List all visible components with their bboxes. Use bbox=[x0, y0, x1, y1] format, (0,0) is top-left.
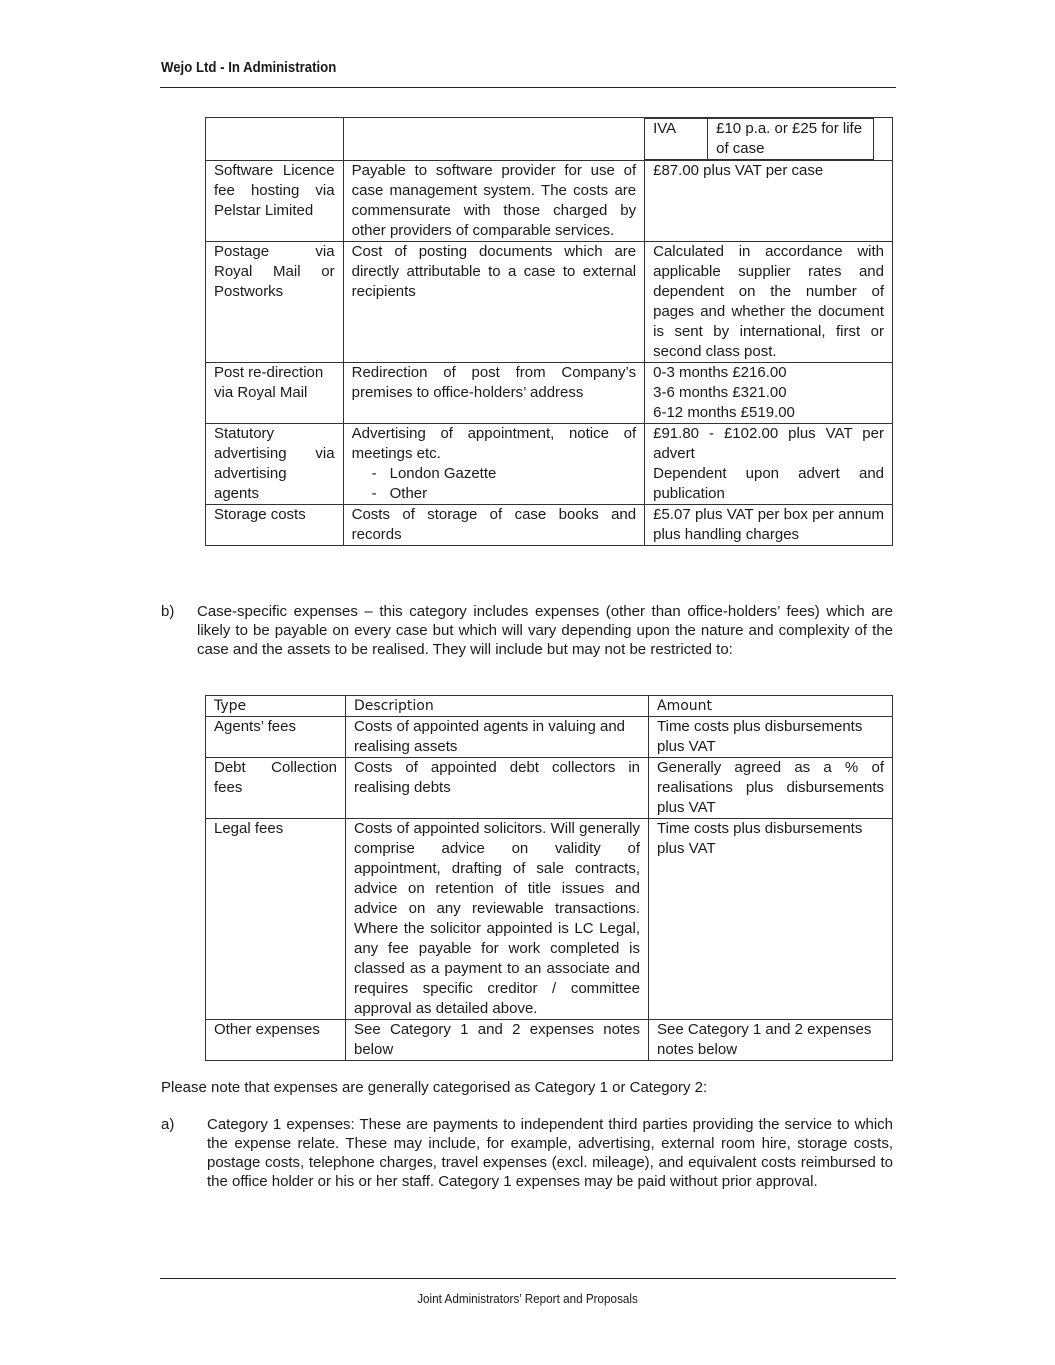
row-description: See Category 1 and 2 expenses notes below bbox=[346, 1020, 649, 1061]
table-row bbox=[206, 424, 893, 505]
document-footer: Joint Administrators’ Report and Proposals bbox=[417, 1291, 638, 1306]
header-type: Type bbox=[206, 696, 346, 717]
table-row bbox=[206, 161, 893, 242]
table-row bbox=[206, 717, 893, 758]
table-row bbox=[206, 1020, 893, 1061]
table-row bbox=[206, 505, 893, 546]
row-amount bbox=[645, 424, 893, 505]
table-row bbox=[206, 242, 893, 363]
row-type: Statutory advertising via advertising agents bbox=[206, 424, 344, 505]
table-cell-empty bbox=[343, 118, 645, 161]
row-type: Agents’ fees bbox=[206, 717, 346, 758]
section-a-label: a) bbox=[161, 1116, 175, 1133]
row-amount: Generally agreed as a % of realisations plus disbursements plus VAT bbox=[649, 758, 893, 819]
iva-label: IVA bbox=[645, 119, 708, 160]
row-amount bbox=[645, 363, 893, 424]
amount-line: £91.80 - £102.00 plus VAT per advert bbox=[653, 425, 884, 462]
category-note-text: Please note that expenses are generally categorised as Category 1 or Category 2: bbox=[161, 1079, 708, 1096]
category-note bbox=[161, 1078, 893, 1097]
section-b-text: Case-specific expenses – this category includes expenses (other than office-holders’ fees) which are likely to be payable on every case but which will vary depending upon the nature and complexity of the case and the assets to be realised. They will include but may not be restricted to: bbox=[197, 603, 893, 658]
row-type: Legal fees bbox=[206, 819, 346, 1020]
expenses-table-continued bbox=[205, 117, 893, 546]
row-amount: Calculated in accordance with applicable supplier rates and dependent on the number of pages and whether the document is sent by international, first or second class post. bbox=[645, 242, 893, 363]
row-description: Redirection of post from Company’s premises to office-holders’ address bbox=[343, 363, 645, 424]
row-amount: Time costs plus disbursements plus VAT bbox=[649, 819, 893, 1020]
header-description: Description bbox=[346, 696, 649, 717]
row-amount: Time costs plus disbursements plus VAT bbox=[649, 717, 893, 758]
section-b-paragraph bbox=[161, 602, 893, 659]
row-type: Debt Collection fees bbox=[206, 758, 346, 819]
row-description: Costs of appointed debt collectors in realising debts bbox=[346, 758, 649, 819]
amount-line: 0-3 months £216.00 bbox=[653, 364, 787, 381]
amount-line: 6-12 months £519.00 bbox=[653, 404, 795, 421]
row-amount: £5.07 plus VAT per box per annum plus handling charges bbox=[645, 505, 893, 546]
amount-line: 3-6 months £321.00 bbox=[653, 384, 787, 401]
row-type: Other expenses bbox=[206, 1020, 346, 1061]
iva-value: £10 p.a. or £25 for life of case bbox=[708, 119, 874, 160]
row-amount: £87.00 plus VAT per case bbox=[645, 161, 893, 242]
row-description: Costs of appointed solicitors. Will generally comprise advice on validity of appointment, drafting of sale contracts, advice on retention of title issues and advice on any reviewable transactions. Where the solicitor appointed is LC Legal, any fee payable for work completed is classed as a payment to an associate and requires specific creditor / committee approval as detailed above. bbox=[346, 819, 649, 1020]
section-b-label: b) bbox=[161, 603, 175, 620]
row-description: Payable to software provider for use of case management system. The costs are commensurate with those charged by other providers of comparable services. bbox=[343, 161, 645, 242]
table-cell-iva bbox=[645, 118, 893, 161]
bullet-item: - London Gazette bbox=[371, 465, 497, 482]
section-a-paragraph bbox=[161, 1115, 893, 1191]
table-row bbox=[206, 819, 893, 1020]
row-type: Software Licence fee hosting via Pelstar Limited bbox=[206, 161, 344, 242]
row-amount: See Category 1 and 2 expenses notes below bbox=[649, 1020, 893, 1061]
table-row bbox=[206, 363, 893, 424]
table-row bbox=[206, 758, 893, 819]
case-specific-expenses-table bbox=[205, 695, 893, 1061]
table-header-row bbox=[206, 696, 893, 717]
row-type: Storage costs bbox=[206, 505, 344, 546]
header-divider bbox=[160, 87, 896, 88]
iva-subtable bbox=[644, 118, 874, 160]
row-type: Post re-direction via Royal Mail bbox=[206, 363, 344, 424]
row-description: Costs of appointed agents in valuing and realising assets bbox=[346, 717, 649, 758]
table-row bbox=[206, 118, 893, 161]
footer-divider bbox=[160, 1278, 896, 1279]
description-text: Advertising of appointment, notice of meetings etc. bbox=[351, 425, 637, 462]
row-description: Costs of storage of case books and records bbox=[343, 505, 645, 546]
header-amount: Amount bbox=[649, 696, 893, 717]
amount-line: Dependent upon advert and publication bbox=[653, 465, 884, 502]
row-description bbox=[343, 424, 645, 505]
document-header-title: Wejo Ltd - In Administration bbox=[161, 59, 337, 76]
bullet-item: - Other bbox=[371, 485, 428, 502]
table-cell-empty bbox=[206, 118, 344, 161]
section-a-text: Category 1 expenses: These are payments to independent third parties providing the service to which the expense relate. These may include, for example, advertising, external room hire, storage costs, postage costs, telephone charges, travel expenses (excl. mileage), and equivalent costs reimbursed to the office holder or his or her staff. Category 1 expenses may be paid without prior approval. bbox=[207, 1116, 893, 1190]
row-type: Postage via Royal Mail or Postworks bbox=[206, 242, 344, 363]
row-description: Cost of posting documents which are directly attributable to a case to external recipients bbox=[343, 242, 645, 363]
